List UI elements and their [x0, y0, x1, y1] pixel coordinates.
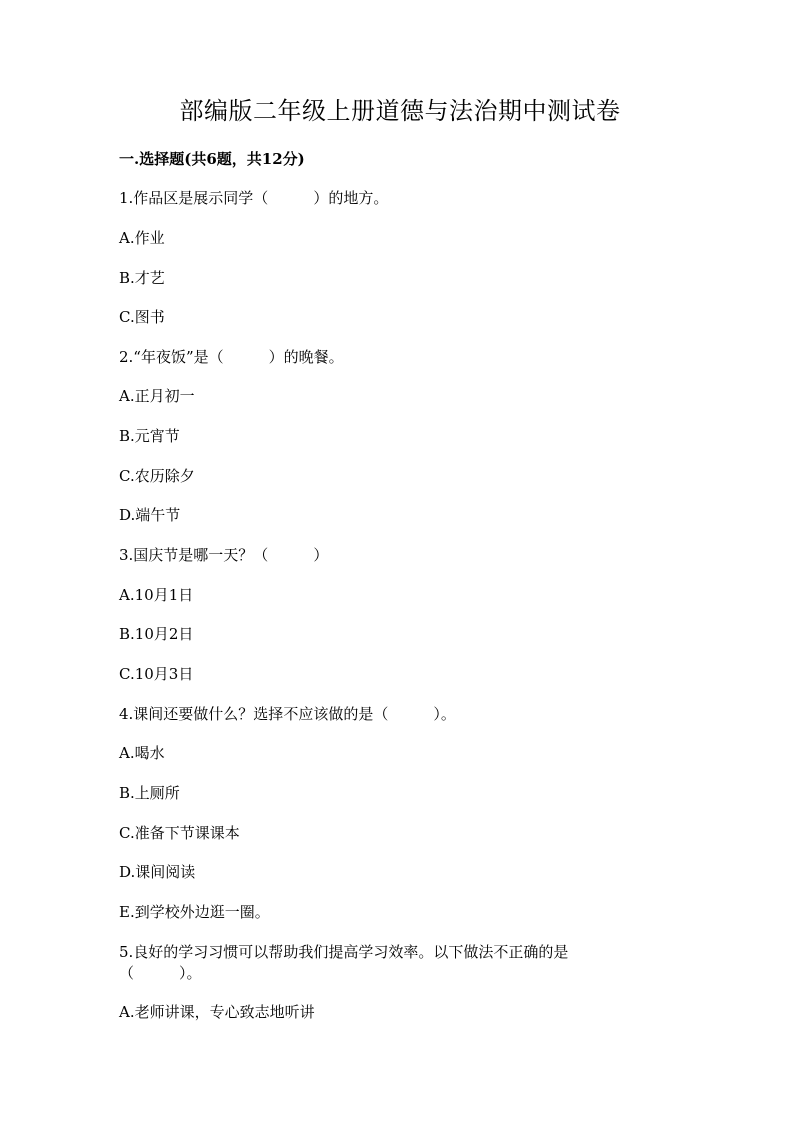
question-5-option-a: A.老师讲课，专心致志地听讲 [119, 1003, 315, 1021]
question-3-stem: 3.国庆节是哪一天？（ ） [119, 546, 329, 564]
question-2-option-c: C.农历除夕 [119, 467, 195, 485]
question-2-stem: 2.“年夜饭”是（ ）的晚餐。 [119, 348, 344, 366]
question-4-option-d: D.课间阅读 [119, 863, 196, 881]
question-4-option-a: A.喝水 [119, 744, 165, 762]
exam-title: 部编版二年级上册道德与法治期中测试卷 [179, 97, 621, 125]
question-1-stem: 1.作品区是展示同学（ ）的地方。 [119, 189, 389, 207]
question-4-option-c: C.准备下节课课本 [119, 824, 240, 842]
question-4-option-e: E.到学校外边逛一圈。 [119, 903, 270, 921]
question-3-option-b: B.10月2日 [119, 625, 194, 643]
question-3-option-c: C.10月3日 [119, 665, 194, 683]
question-2-option-a: A.正月初一 [119, 387, 195, 405]
question-2-option-d: D.端午节 [119, 506, 181, 524]
question-1-option-b: B.才艺 [119, 269, 165, 287]
section-header: 一.选择题(共6题，共12分) [119, 150, 305, 168]
question-3-option-a: A.10月1日 [119, 586, 194, 604]
question-5-stem-continued: （ ）。 [119, 964, 202, 982]
question-5-stem: 5.良好的学习习惯可以帮助我们提高学习效率。以下做法不正确的是 [119, 943, 569, 961]
question-4-option-b: B.上厕所 [119, 784, 180, 802]
question-4-stem: 4.课间还要做什么？选择不应该做的是（ ）。 [119, 705, 456, 723]
question-1-option-c: C.图书 [119, 308, 165, 326]
question-2-option-b: B.元宵节 [119, 427, 180, 445]
question-1-option-a: A.作业 [119, 229, 165, 247]
